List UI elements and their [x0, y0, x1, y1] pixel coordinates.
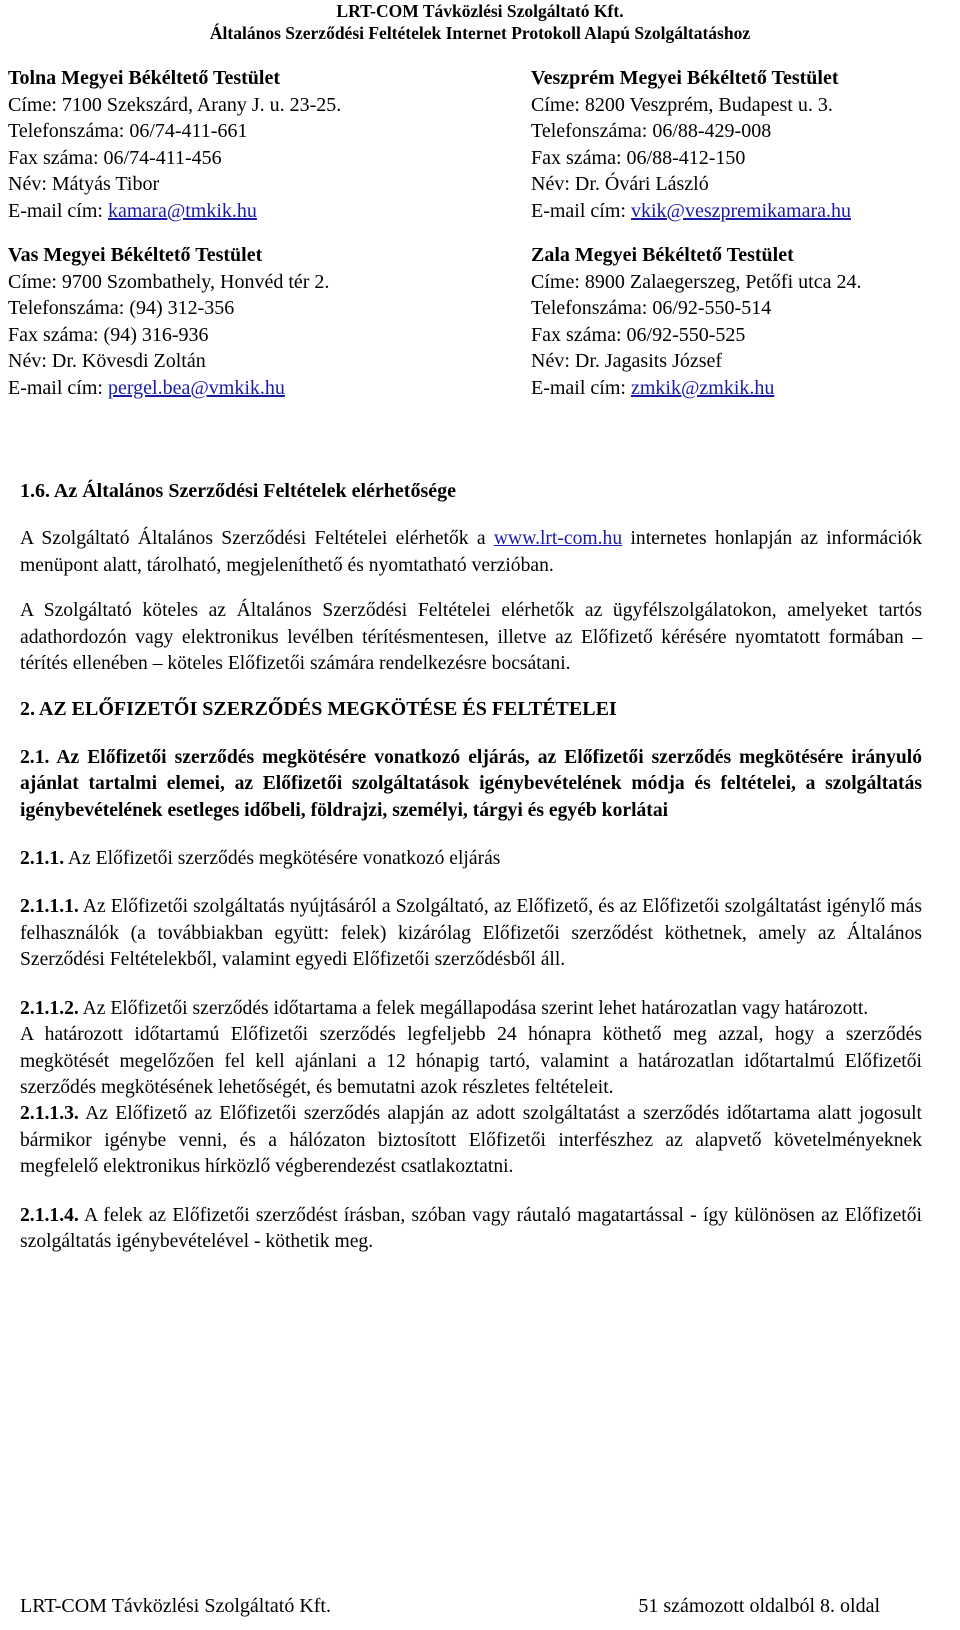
board-email-line — [8, 198, 531, 225]
section-1-6-paragraph-2: A Szolgáltató köteles az Általános Szerződési Feltételei elérhetők az ügyfélszolgálatokon, amelyeket tartós adathordozón vagy elektronikus levélben térítésmentesen, illetve az Előfizető kérésére nyomtatott formában – térítés ellenében – köteles Előfizetői számára rendelkezésre bocsátani. — [20, 600, 922, 675]
email-label: E-mail cím: — [531, 376, 631, 399]
arbitration-boards — [8, 65, 938, 419]
board-address: Címe: 9700 Szombathely, Honvéd tér 2. — [8, 270, 330, 293]
section-2-1-1-3 — [20, 1101, 922, 1180]
text-span: A Szolgáltató Általános Szerződési Feltételei elérhetők a — [20, 528, 494, 550]
board-email-line — [8, 375, 531, 402]
board-phone: Telefonszáma: 06/92-550-514 — [531, 297, 772, 319]
footer-company: LRT-COM Távközlési Szolgáltató Kft. — [20, 1595, 331, 1617]
board-name: Veszprém Megyei Békéltető Testület — [531, 67, 839, 89]
section-2-1-1 — [20, 846, 922, 872]
board-fax: Fax száma: 06/74-411-456 — [8, 146, 222, 169]
section-2-1-1-1 — [20, 894, 922, 973]
header-document-title: Általános Szerződési Feltételek Internet Protokoll Alapú Szolgáltatáshoz — [209, 23, 751, 43]
main-content — [20, 478, 922, 1255]
footer-page-number: 51 számozott oldalból 8. oldal — [638, 1595, 880, 1617]
board-phone: Telefonszáma: 06/74-411-661 — [8, 120, 248, 142]
board-person: Név: Dr. Óvári László — [531, 173, 709, 195]
email-link[interactable]: zmkik@zmkik.hu — [630, 376, 775, 399]
board-veszprem — [531, 65, 938, 224]
section-2-1-heading: 2.1. Az Előfizetői szerződés megkötésére vonatkozó eljárás, az Előfizetői szerződés megkötésére irányuló ajánlat tartalmi elemei, az Előfizetői szolgáltatások igénybevételének módja és feltételei, a szolgáltatás igénybevételének esetleges időbeli, földrajzi, személyi, tárgyi és egyéb korlátai — [20, 746, 922, 821]
board-row — [8, 242, 938, 401]
page-footer — [20, 1593, 880, 1619]
clause-number: 2.1.1.2. — [20, 997, 79, 1019]
board-name: Vas Megyei Békéltető Testület — [8, 244, 263, 266]
board-fax: Fax száma: (94) 316-936 — [8, 323, 209, 346]
email-link[interactable]: kamara@tmkik.hu — [107, 199, 257, 222]
clause-text: Az Előfizetői szerződés megkötésére vonatkozó eljárás — [64, 848, 501, 870]
email-link[interactable]: pergel.bea@vmkik.hu — [107, 376, 285, 399]
clause-text: Az Előfizető az Előfizetői szerződés alapján az adott szolgáltatást a szerződés időtartama alatt jogosult bármikor igénybe venni, és a hálózaton biztosított Előfizetői interfészhez az alapvető követelményeknek megfelelő elektronikus hírközlő végberendezést csatlakoztatni. — [20, 1103, 922, 1178]
board-vas — [8, 242, 531, 401]
board-address: Címe: 8200 Veszprém, Budapest u. 3. — [531, 93, 833, 116]
section-2-title: 2. AZ ELŐFIZETŐI SZERZŐDÉS MEGKÖTÉSE ÉS FELTÉTELEI — [20, 698, 617, 721]
board-person: Név: Mátyás Tibor — [8, 173, 160, 195]
board-phone: Telefonszáma: 06/88-429-008 — [531, 120, 772, 142]
email-label: E-mail cím: — [8, 199, 108, 222]
clause-text: Az Előfizetői szolgáltatás nyújtásáról a Szolgáltató, az Előfizető, és az Előfizetői szolgáltatást igénylő más felhasználók (a továbbiakban együtt: felek) kizárólag Előfizetői szerződést köthetnek, amely az Általános Szerződési Feltételekből, valamint egyedi Előfizetői szerződésből áll. — [20, 896, 922, 971]
board-person: Név: Dr. Jagasits József — [531, 350, 723, 372]
section-1-6-title: 1.6. Az Általános Szerződési Feltételek elérhetősége — [20, 480, 456, 502]
clause-number: 2.1.1.4. — [20, 1204, 79, 1226]
clause-number: 2.1.1.1. — [20, 896, 79, 918]
section-2-1-1-4 — [20, 1203, 922, 1256]
board-zala — [531, 242, 938, 401]
board-person: Név: Dr. Kövesdi Zoltán — [8, 350, 206, 372]
clause-text: A felek az Előfizetői szerződést írásban, szóban vagy ráutaló magatartással - így különösen az Előfizetői szolgáltatás igénybevételével - köthetik meg. — [20, 1204, 922, 1252]
board-tolna — [8, 65, 531, 224]
email-label: E-mail cím: — [8, 376, 108, 399]
clause-text: Az Előfizetői szerződés időtartama a felek megállapodása szerint lehet határozatlan vagy határozott. — [78, 997, 869, 1019]
board-row — [8, 65, 938, 224]
section-2-1-1-2 — [20, 996, 922, 1022]
board-fax: Fax száma: 06/92-550-525 — [531, 323, 746, 346]
website-link[interactable]: www.lrt-com.hu — [493, 528, 623, 550]
email-label: E-mail cím: — [531, 199, 631, 222]
header-company: LRT-COM Távközlési Szolgáltató Kft. — [336, 1, 624, 21]
email-link[interactable]: vkik@veszpremikamara.hu — [630, 199, 851, 222]
page-header — [0, 0, 960, 44]
board-name: Zala Megyei Békéltető Testület — [531, 244, 794, 266]
clause-number: 2.1.1. — [20, 848, 65, 870]
board-address: Címe: 7100 Szekszárd, Arany J. u. 23-25. — [8, 93, 342, 116]
clause-number: 2.1.1.3. — [20, 1103, 79, 1125]
section-1-6-paragraph-1 — [20, 526, 922, 579]
board-email-line — [531, 198, 938, 225]
board-name: Tolna Megyei Békéltető Testület — [8, 67, 281, 89]
text-span: internetes honlapján az információk menüpont alatt, tárolható, megjeleníthető és nyomtatható verzióban. — [20, 528, 922, 576]
board-phone: Telefonszáma: (94) 312-356 — [8, 297, 235, 319]
section-2-1-1-2-continued: A határozott időtartamú Előfizetői szerződés legfeljebb 24 hónapra köthető meg azzal, hogy a szerződés megkötését megelőzően fel kell ajánlani a 12 hónapig tartó, valamint a határozatlan időtartalmú Előfizetői szerződés megkötésének lehetőségét, és bemutatni azok részletes feltételeit. — [20, 1024, 922, 1098]
board-email-line — [531, 375, 938, 402]
board-address: Címe: 8900 Zalaegerszeg, Petőfi utca 24. — [531, 270, 862, 293]
board-fax: Fax száma: 06/88-412-150 — [531, 146, 746, 169]
